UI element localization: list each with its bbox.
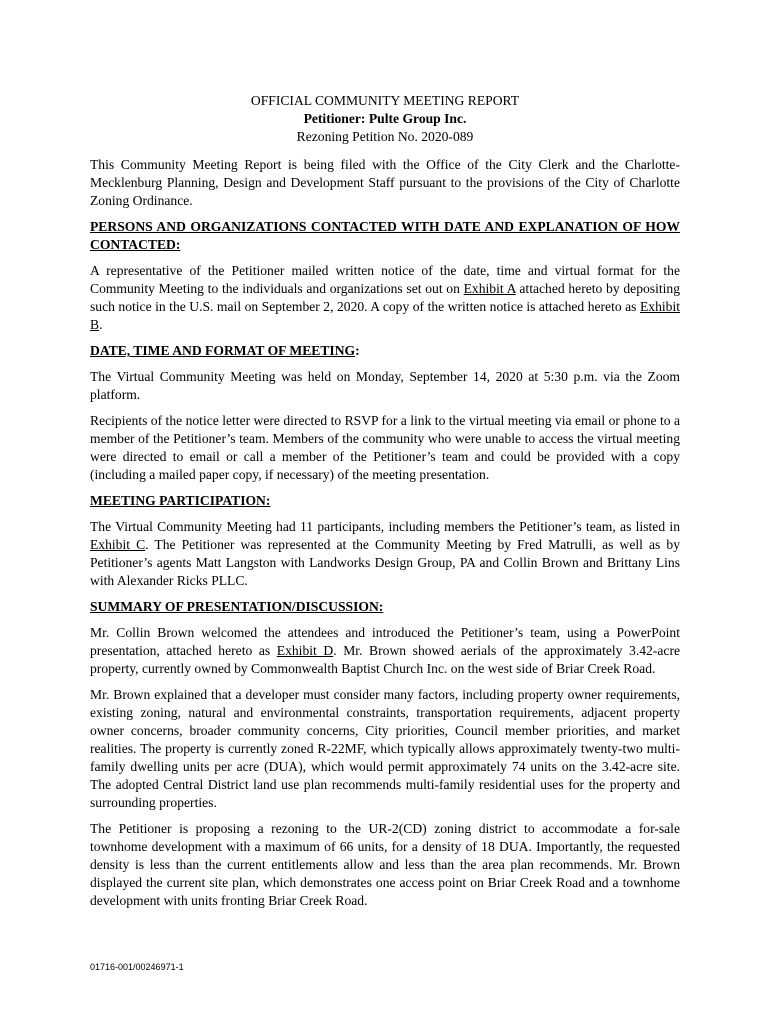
paragraph-notice: A representative of the Petitioner mailed written notice of the date, time and virtual format for the Community Meeting to the individuals and organizations set out on Exhibit A attached hereto by depositing such notice in the U.S. mail on September 2, 2020. A copy of the written notice is attached hereto as Exhibit B. <box>90 263 680 332</box>
paragraph-rsvp: Recipients of the notice letter were directed to RSVP for a link to the virtual meeting via email or phone to a member of the Petitioner’s team. Members of the community who were unable to access the virtual meeting were directed to email or call a member of the Petitioner’s team and could be provided with a copy (including a mailed paper copy, if necessary) of the meeting presentation. <box>90 413 680 482</box>
paragraph-proposal: The Petitioner is proposing a rezoning to the UR-2(CD) zoning district to accommodate a for-sale townhome development with a maximum of 66 units, for a density of 18 DUA. Importantly, the requested density is less than the current entitlements allow and less than the area plan recommends. Mr. Brown displayed the current site plan, which demonstrates one access point on Briar Creek Road and a townhome development with units fronting Briar Creek Road. <box>90 821 680 908</box>
paragraph-welcome: Mr. Collin Brown welcomed the attendees and introduced the Petitioner’s team, using a PowerPoint presentation, attached hereto as Exhibit D. Mr. Brown showed aerials of the approximately 3.42-acre property, currently owned by Commonwealth Baptist Church Inc. on the west side of Briar Creek Road. <box>90 625 681 676</box>
report-header <box>90 92 680 146</box>
petition-number: Rezoning Petition No. 2020-089 <box>296 129 474 144</box>
exhibit-b-link[interactable]: Exhibit B <box>90 299 680 332</box>
section-heading-persons-contacted: PERSONS AND ORGANIZATIONS CONTACTED WITH DATE AND EXPLANATION OF HOW CONTACTED: <box>90 219 680 252</box>
paragraph-meeting-held: The Virtual Community Meeting was held on Monday, September 14, 2020 at 5:30 p.m. via the Zoom platform. <box>90 369 680 402</box>
paragraph-participants: The Virtual Community Meeting had 11 participants, including members the Petitioner’s team, as listed in Exhibit C. The Petitioner was represented at the Community Meeting by Fred Matrulli, as well as by Petitioner’s agents Matt Langston with Landworks Design Group, PA and Collin Brown and Brittany Lins with Alexander Ricks PLLC. <box>90 519 680 588</box>
report-title: OFFICIAL COMMUNITY MEETING REPORT <box>250 93 520 108</box>
intro-paragraph: This Community Meeting Report is being filed with the Office of the City Clerk and the Charlotte-Mecklenburg Planning, Design and Development Staff pursuant to the provisions of the City of Charlotte Zoning Ordinance. <box>90 157 680 208</box>
paragraph-factors: Mr. Brown explained that a developer must consider many factors, including property owner requirements, existing zoning, natural and environmental constraints, transportation requirements, adjacent property owner concerns, broader community concerns, City priorities, Council member priorities, and market realities. The property is currently zoned R-22MF, which typically allows approximately twenty-two multi-family dwelling units per acre (DUA), which would permit approximately 74 units on the 3.42-acre site. The adopted Central District land use plan recommends multi-family residential uses for the property and surrounding properties. <box>90 687 680 810</box>
petitioner-line: Petitioner: Pulte Group Inc. <box>303 111 467 126</box>
section-heading-summary: SUMMARY OF PRESENTATION/DISCUSSION: <box>90 599 384 614</box>
exhibit-d-link[interactable]: Exhibit D <box>276 643 334 658</box>
exhibit-a-link[interactable]: Exhibit A <box>463 281 516 296</box>
exhibit-c-link[interactable]: Exhibit C <box>90 537 146 552</box>
document-id-footer: 01716-001/00246971-1 <box>90 962 184 972</box>
section-heading-participation: MEETING PARTICIPATION: <box>90 493 271 508</box>
section-heading-date-time: DATE, TIME AND FORMAT OF MEETING: <box>90 343 360 358</box>
document-page <box>90 92 680 918</box>
